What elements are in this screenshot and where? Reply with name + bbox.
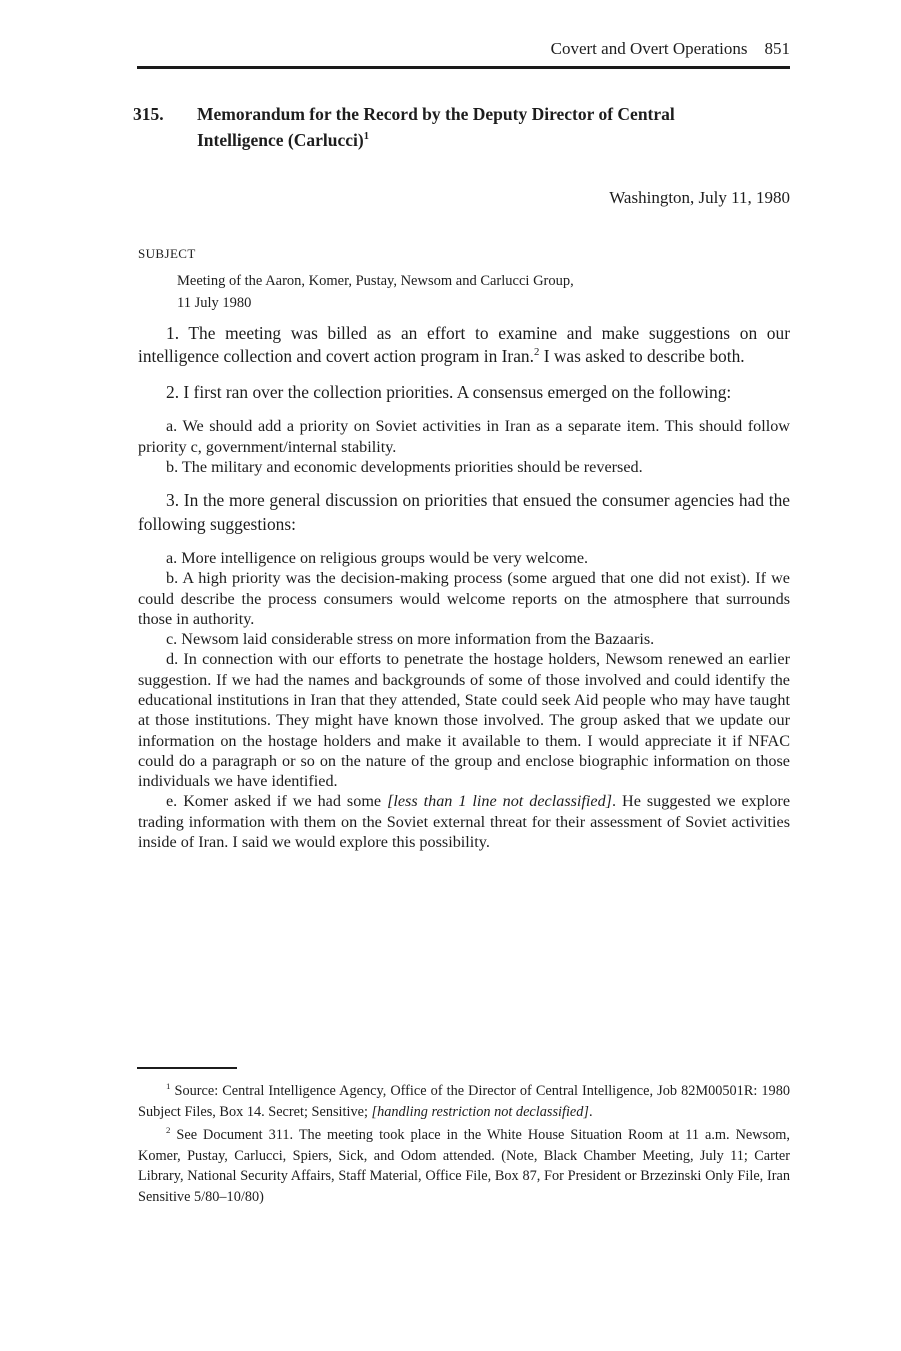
redaction-note: [less than 1 line not declassified] [387,792,612,811]
text-segment: a. More intelligence on religious groups would be very welcome. [166,548,589,567]
subject-block [177,271,574,314]
footnote [138,1081,790,1122]
text-segment: See Document 311. The meeting took place in the White House Situation Room at 11 a.m. Newsom, Komer, Pustay, Carlucci, Spiers, Sick, and Odom attended. (Note, Black Chamber Meeting, July 11; Carter Library, National Security Affairs, Staff Material, Office File, Box 87, For President or Brzezinski Only File, Iran Sensitive 5/80–10/80) [138,1127,790,1205]
text-segment: 3. In the more general discussion on priorities that ensued the consumer agencies had the following suggestions: [138,490,790,534]
text-segment: b. A high priority was the decision-making process (some argued that one did not exist). If we could describe the process consumers would welcome reports on the atmosphere that surrounds those in authority. [138,569,790,628]
subject-line: Meeting of the Aaron, Komer, Pustay, Newsom and Carlucci Group, [177,273,574,289]
text-segment: I was asked to describe both. [539,346,745,367]
footnote-separator [137,1067,237,1069]
text-segment: a. We should add a priority on Soviet activities in Iran as a separate item. This should follow priority c, government/internal stability. [138,417,790,456]
body-paragraph [138,568,790,629]
footnote-ref-1: 1 [363,131,369,143]
running-head-title: Covert and Overt Operations [550,39,748,58]
page-number: 851 [764,39,790,58]
body-paragraph [138,548,790,568]
footnote [138,1125,790,1207]
document-heading [133,101,793,153]
subject-line: 11 July 1980 [177,294,252,311]
dateline: Washington, July 11, 1980 [609,188,790,207]
body-paragraph [138,381,790,404]
text-segment: 1. The meeting was billed as an effort to examine and make suggestions on our intelligence collection and covert action program in Iran. [138,323,790,367]
body-text [138,322,790,852]
text-segment: e. Komer asked if we had some [166,792,388,811]
text-segment: . He suggested we explore trading information with them on the Soviet external threat for their assessment of Soviet activities inside of Iran. I said we would explore this possibility. [138,792,791,852]
text-segment: b. The military and economic developments priorities should be reversed. [166,457,643,476]
body-paragraph [138,322,790,369]
text-segment: Source: Central Intelligence Agency, Office of the Director of Central Intelligence, Job 82M00501R: 1980 Subject Files, Box 14. Secret; Sensitive; [138,1083,790,1120]
footnotes [138,1081,790,1211]
text-segment: c. Newsom laid considerable stress on more information from the Bazaaris. [166,630,655,649]
document-number: 315. [133,104,164,124]
body-paragraph [138,629,790,649]
running-head [137,38,790,60]
body-paragraph [138,416,790,457]
header-rule [137,66,790,69]
subject-label: SUBJECT [138,246,196,261]
footnote-ref: 2 [533,346,540,359]
body-paragraph [138,457,790,477]
document-title-text: Memorandum for the Record by the Deputy Director of Central Intelligence (Carlucci) [197,104,675,150]
footnote-number: 2 [166,1125,171,1136]
redaction-note: [handling restriction not declassified] [371,1103,589,1120]
footnote-number: 1 [166,1081,171,1092]
text-segment: . [589,1103,593,1120]
text-segment: d. In connection with our efforts to penetrate the hostage holders, Newsom renewed an earlier suggestion. If we had the names and backgrounds of some of those involved and could identify the educational institutions in Iran that they attended, State could seek Aid people who may have taught at those institutions. They might have known those involved. The group asked that we update our information on the hostage holders and make it available to them. I would appreciate it if NFAC could do a paragraph or so on the nature of the group and enclose biographic information on those individuals we have identified. [138,650,790,791]
body-paragraph [138,791,790,852]
text-segment: 2. I first ran over the collection priorities. A consensus emerged on the following: [166,381,732,402]
body-paragraph [138,649,790,791]
body-paragraph [138,489,790,536]
document-title [197,101,687,153]
